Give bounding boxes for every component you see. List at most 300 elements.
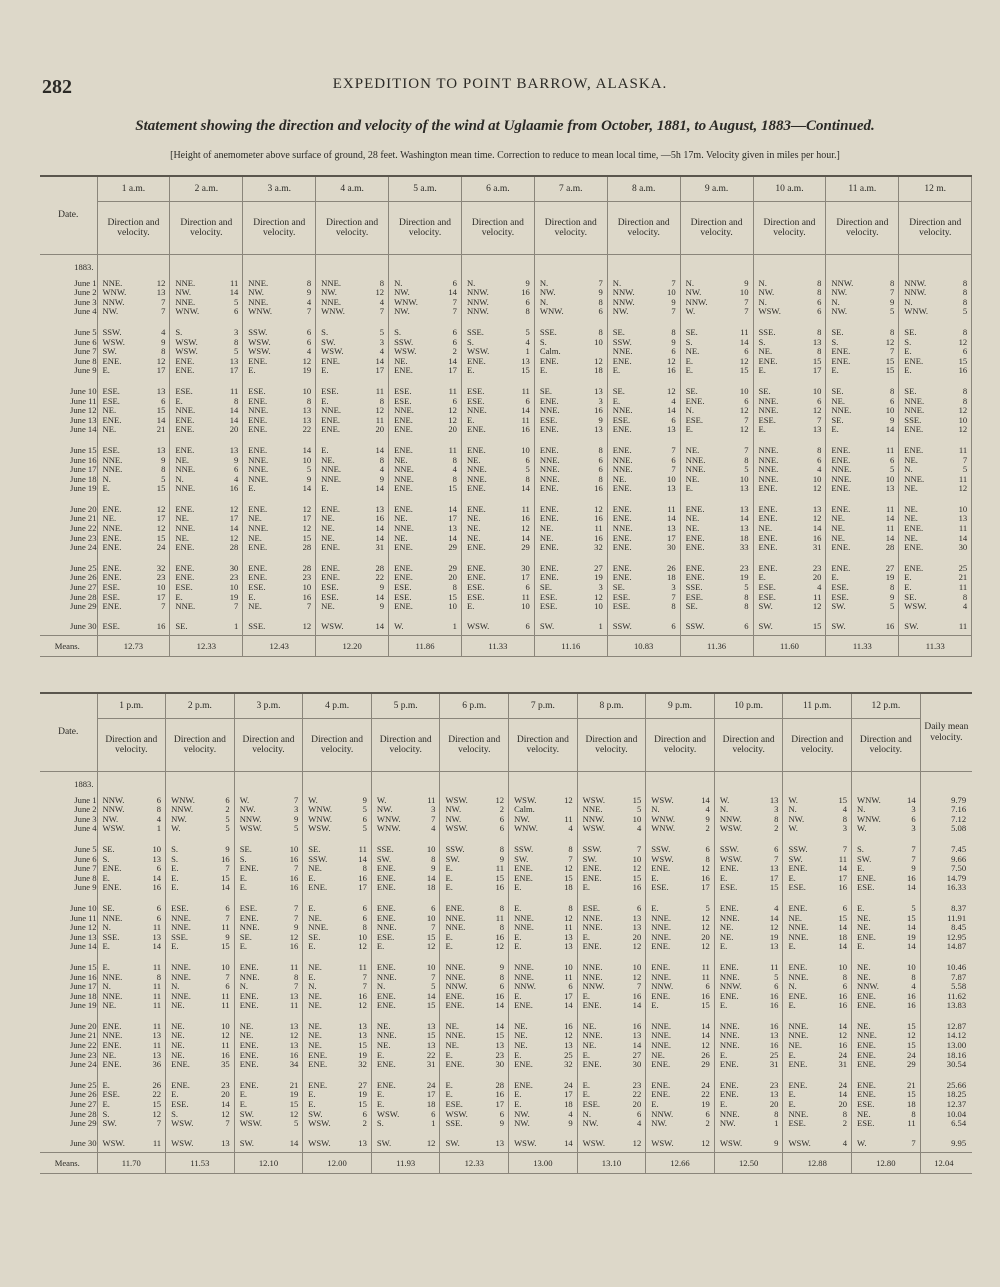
wind-velocity: 24 xyxy=(426,1079,436,1090)
wind-direction: S. xyxy=(239,853,247,864)
wind-direction: NNE. xyxy=(239,922,260,933)
wind-direction: WSW. xyxy=(719,823,743,834)
wind-velocity: 8 xyxy=(379,395,385,406)
wind-velocity: 5 xyxy=(962,464,968,475)
wind-velocity: 6 xyxy=(156,794,162,805)
wind-observation xyxy=(166,1119,234,1129)
wind-velocity: 8 xyxy=(598,444,603,455)
wind-velocity: 5 xyxy=(306,464,312,475)
wind-direction: NE. xyxy=(102,405,117,416)
wind-velocity: 8 xyxy=(362,863,367,874)
wind-direction: ENE. xyxy=(651,961,671,972)
wind-velocity: 20 xyxy=(632,1099,642,1110)
wind-cell-column xyxy=(461,559,534,618)
wind-cell-column xyxy=(607,274,680,323)
wind-direction: ENE. xyxy=(514,1059,533,1070)
wind-observation xyxy=(509,942,577,952)
wind-direction: ENE. xyxy=(539,572,559,583)
wind-direction: NNE. xyxy=(394,473,414,484)
wind-velocity: 3 xyxy=(598,395,603,406)
direction-velocity-header: Direction and velocity. xyxy=(97,719,166,772)
wind-direction: NE. xyxy=(685,473,700,484)
wind-velocity: 10 xyxy=(152,843,162,854)
date-label: June 15 xyxy=(70,444,97,455)
wind-direction: NE. xyxy=(171,1049,185,1060)
hour-header: 12 m. xyxy=(899,176,972,202)
wind-direction: ENE. xyxy=(376,1000,396,1011)
wind-direction: NNE. xyxy=(582,912,603,923)
date-cell xyxy=(40,1076,97,1135)
daily-mean-value: 7.87 xyxy=(951,971,967,982)
daily-mean-column xyxy=(920,1017,972,1076)
wind-direction: ENE. xyxy=(376,961,396,972)
wind-velocity: 17 xyxy=(156,513,166,524)
wind-direction: ENE. xyxy=(175,572,195,583)
wind-velocity: 12 xyxy=(958,405,968,416)
wind-velocity: 8 xyxy=(817,326,822,337)
wind-direction: ENE. xyxy=(758,532,778,543)
wind-direction: NE. xyxy=(445,1040,460,1051)
date-label: June 4 xyxy=(74,823,97,834)
wind-velocity: 12 xyxy=(289,1030,299,1041)
wind-direction: NNE. xyxy=(514,912,534,923)
wind-direction: E. xyxy=(612,365,621,376)
wind-velocity: 14 xyxy=(448,503,457,514)
wind-velocity: 7 xyxy=(293,981,299,992)
wind-observation xyxy=(316,307,388,317)
wind-direction: ESE. xyxy=(466,385,485,396)
wind-direction: N. xyxy=(376,981,386,992)
wind-direction: NW. xyxy=(445,804,462,815)
wind-velocity: 32 xyxy=(156,562,166,573)
wind-velocity: 16 xyxy=(838,1040,848,1051)
wind-cell-column xyxy=(234,840,303,899)
subheader-row xyxy=(40,202,972,255)
wind-velocity: 11 xyxy=(495,912,505,923)
wind-velocity: 6 xyxy=(911,813,916,824)
wind-direction: NNW. xyxy=(719,813,742,824)
wind-velocity: 30 xyxy=(958,542,968,553)
date-label: June 23 xyxy=(70,532,97,543)
wind-direction: ENE. xyxy=(171,1079,190,1090)
wind-velocity: 11 xyxy=(152,1020,162,1031)
wind-direction: NNE. xyxy=(788,1108,809,1119)
date-label: June 18 xyxy=(70,990,97,1001)
wind-direction: WSW. xyxy=(239,823,263,834)
wind-direction: E. xyxy=(582,1089,591,1100)
wind-velocity: 23 xyxy=(221,1079,230,1090)
wind-velocity: 12 xyxy=(302,355,312,366)
wind-direction: E. xyxy=(514,990,522,1001)
hourly-mean-value: 12.50 xyxy=(714,1153,783,1174)
wind-velocity: 13 xyxy=(739,503,749,514)
wind-direction: NNE. xyxy=(248,464,269,475)
wind-velocity: 6 xyxy=(842,981,848,992)
hourly-mean-value: 13.10 xyxy=(577,1153,646,1174)
wind-direction: NE. xyxy=(788,912,803,923)
wind-direction: ENE. xyxy=(175,424,195,435)
wind-velocity: 17 xyxy=(156,591,166,602)
wind-direction: SW. xyxy=(308,1108,323,1119)
wind-direction: NNE. xyxy=(612,405,633,416)
wind-direction: E. xyxy=(445,1049,453,1060)
wind-velocity: 11 xyxy=(521,414,530,425)
date-group-row xyxy=(40,791,972,840)
wind-direction: NE. xyxy=(514,1030,528,1041)
wind-velocity: 4 xyxy=(636,823,642,834)
hour-header: 10 p.m. xyxy=(714,693,783,719)
wind-cell-column xyxy=(303,958,372,1017)
date-cell xyxy=(40,382,97,441)
wind-direction: NNW. xyxy=(651,981,674,992)
wind-velocity: 6 xyxy=(671,620,676,631)
wind-velocity: 3 xyxy=(431,804,436,815)
wind-velocity: 9 xyxy=(431,863,436,874)
wind-velocity: 6 xyxy=(525,454,530,465)
wind-cell-column xyxy=(577,791,646,840)
wind-direction: ENE. xyxy=(857,990,876,1001)
hourly-mean-value: 11.33 xyxy=(899,636,972,657)
wind-direction: W. xyxy=(308,794,318,805)
wind-direction: WSW. xyxy=(376,1108,400,1119)
wind-velocity: 13 xyxy=(289,990,299,1001)
wind-cell-column xyxy=(534,500,607,559)
wind-velocity: 11 xyxy=(152,922,162,933)
wind-direction: ENE. xyxy=(857,1089,876,1100)
wind-velocity: 5 xyxy=(890,601,895,612)
hour-header: 8 a.m. xyxy=(607,176,680,202)
wind-cell-column xyxy=(243,441,316,500)
wind-cell-column xyxy=(303,791,372,840)
wind-direction: W. xyxy=(788,794,798,805)
wind-velocity: 7 xyxy=(671,277,676,288)
wind-velocity: 6 xyxy=(499,813,505,824)
wind-velocity: 12 xyxy=(667,385,676,396)
wind-cell-column xyxy=(714,1135,783,1153)
wind-velocity: 27 xyxy=(885,562,895,573)
wind-cell-column xyxy=(440,840,509,899)
wind-direction: S. xyxy=(831,336,839,347)
wind-direction: E. xyxy=(321,483,329,494)
wind-velocity: 14 xyxy=(375,591,385,602)
wind-direction: ESE. xyxy=(539,414,558,425)
wind-direction: E. xyxy=(466,365,475,376)
wind-cell-column xyxy=(646,791,715,840)
wind-velocity: 17 xyxy=(495,1099,505,1110)
wind-direction: WNW. xyxy=(376,823,401,834)
wind-velocity: 8 xyxy=(306,395,312,406)
wind-direction: E. xyxy=(102,961,110,972)
wind-direction: ENE. xyxy=(308,1079,328,1090)
wind-direction: NNE. xyxy=(466,405,487,416)
page-number: 282 xyxy=(42,76,72,98)
wind-velocity: 8 xyxy=(962,591,968,602)
wind-velocity: 7 xyxy=(744,444,749,455)
wind-velocity: 14 xyxy=(838,863,848,874)
wind-velocity: 16 xyxy=(221,1049,230,1060)
wind-velocity: 15 xyxy=(958,355,968,366)
wind-cell-column xyxy=(243,559,316,618)
wind-direction: WSW. xyxy=(445,823,468,834)
wind-direction: NW. xyxy=(582,1118,599,1129)
wind-velocity: 17 xyxy=(769,872,779,883)
wind-velocity: 12 xyxy=(156,523,166,534)
wind-velocity: 7 xyxy=(293,863,299,874)
wind-velocity: 8 xyxy=(156,804,162,815)
wind-velocity: 20 xyxy=(812,572,822,583)
wind-velocity: 10 xyxy=(907,961,916,972)
wind-direction: ESE. xyxy=(376,931,395,942)
wind-observation xyxy=(681,543,753,553)
wind-velocity: 14 xyxy=(838,941,848,952)
wind-direction: ESE. xyxy=(857,1099,875,1110)
wind-velocity: 14 xyxy=(838,1020,848,1031)
wind-direction: ENE. xyxy=(248,355,268,366)
wind-direction: ENE. xyxy=(102,882,122,893)
wind-observation xyxy=(462,366,534,376)
wind-observation xyxy=(440,1139,508,1149)
wind-direction: NNE. xyxy=(719,1030,740,1041)
wind-direction: NNE. xyxy=(582,804,603,815)
wind-velocity: 13 xyxy=(812,424,822,435)
wind-cell-column xyxy=(166,840,235,899)
wind-velocity: 16 xyxy=(521,287,530,298)
wind-velocity: 6 xyxy=(431,902,436,913)
wind-velocity: 4 xyxy=(379,464,385,475)
wind-velocity: 11 xyxy=(495,863,505,874)
wind-velocity: 20 xyxy=(448,572,457,583)
wind-direction: NW. xyxy=(239,804,256,815)
wind-direction: ESE. xyxy=(175,582,193,593)
hourly-mean-value: 13.00 xyxy=(509,1153,578,1174)
wind-velocity: 13 xyxy=(289,1020,299,1031)
wind-velocity: 15 xyxy=(448,483,457,494)
wind-velocity: 14 xyxy=(152,872,162,883)
wind-direction: NE. xyxy=(831,532,846,543)
wind-direction: ENE. xyxy=(904,444,924,455)
wind-cell-column xyxy=(753,382,826,441)
wind-direction: WNW. xyxy=(904,306,929,317)
wind-velocity: 5 xyxy=(744,464,749,475)
wind-velocity: 10 xyxy=(594,336,603,347)
wind-observation xyxy=(440,883,508,893)
wind-velocity: 14 xyxy=(221,1099,230,1110)
wind-velocity: 9 xyxy=(293,922,299,933)
wind-cell-column xyxy=(607,618,680,636)
wind-velocity: 7 xyxy=(161,306,166,317)
wind-direction: ENE. xyxy=(248,562,268,573)
wind-direction: SW. xyxy=(831,620,846,631)
wind-velocity: 12 xyxy=(701,1137,710,1148)
wind-direction: NNE. xyxy=(248,405,269,416)
wind-direction: ENE. xyxy=(376,872,396,883)
wind-velocity: 18 xyxy=(594,365,603,376)
wind-velocity: 15 xyxy=(907,1089,916,1100)
wind-velocity: 8 xyxy=(379,454,385,465)
hour-header: 4 a.m. xyxy=(316,176,389,202)
wind-velocity: 22 xyxy=(152,1089,162,1100)
means-label: Means. xyxy=(40,636,97,657)
wind-direction: NNE. xyxy=(831,464,852,475)
wind-velocity: 8 xyxy=(962,326,968,337)
wind-velocity: 28 xyxy=(885,542,895,553)
wind-direction: WNW. xyxy=(514,823,538,834)
wind-cell-column xyxy=(97,791,166,840)
wind-direction: N. xyxy=(904,464,913,475)
wind-direction: NNE. xyxy=(685,464,706,475)
wind-velocity: 10 xyxy=(632,853,642,864)
wind-direction: NNE. xyxy=(651,1040,672,1051)
wind-direction: NNE. xyxy=(376,971,397,982)
wind-direction: ENE. xyxy=(788,990,808,1001)
wind-direction: ENE. xyxy=(582,941,602,952)
wind-direction: ENE. xyxy=(582,872,602,883)
wind-direction: ESE. xyxy=(758,582,776,593)
wind-velocity: 6 xyxy=(598,464,603,475)
wind-velocity: 6 xyxy=(817,296,822,307)
wind-cell-column xyxy=(852,840,921,899)
hourly-mean-value: 12.66 xyxy=(646,1153,715,1174)
wind-velocity: 15 xyxy=(769,882,779,893)
wind-direction: WNW. xyxy=(857,794,881,805)
wind-direction: ENE. xyxy=(376,863,396,874)
wind-direction: SSW. xyxy=(514,843,534,854)
wind-velocity: 16 xyxy=(838,882,848,893)
wind-direction: ESE. xyxy=(539,591,558,602)
wind-observation xyxy=(783,824,851,834)
wind-observation xyxy=(646,883,714,893)
wind-observation xyxy=(754,602,826,612)
wind-direction: E. xyxy=(239,882,248,893)
wind-velocity: 13 xyxy=(958,513,968,524)
wind-direction: ENE. xyxy=(239,1000,259,1011)
date-cell xyxy=(40,1017,97,1076)
wind-velocity: 4 xyxy=(705,804,710,815)
wind-observation xyxy=(608,622,680,632)
daily-mean-value: 7.12 xyxy=(951,813,967,824)
wind-cell-column xyxy=(170,323,243,382)
wind-cell-column xyxy=(166,1135,235,1153)
wind-velocity: 7 xyxy=(744,296,749,307)
wind-observation xyxy=(372,1060,440,1070)
wind-observation xyxy=(715,1119,783,1129)
wind-direction: E. xyxy=(539,365,548,376)
wind-direction: NNE. xyxy=(102,912,123,923)
date-group-row xyxy=(40,382,972,441)
wind-direction: ENE. xyxy=(239,1079,259,1090)
wind-direction: ESE. xyxy=(321,385,339,396)
wind-direction: ESE. xyxy=(102,582,120,593)
hour-header-row xyxy=(40,693,972,719)
hourly-mean-value: 11.36 xyxy=(680,636,753,657)
wind-direction: NNE. xyxy=(171,971,191,982)
wind-direction: E. xyxy=(102,941,110,952)
wind-direction: WNW. xyxy=(175,306,200,317)
daily-mean-column xyxy=(920,899,972,958)
wind-direction: ENE. xyxy=(904,562,924,573)
daily-mean-value: 10.46 xyxy=(946,961,967,972)
wind-velocity: 14 xyxy=(632,1040,642,1051)
wind-direction: ENE. xyxy=(394,542,413,553)
wind-velocity: 6 xyxy=(744,395,749,406)
wind-direction: E. xyxy=(514,941,522,952)
wind-direction: NNW. xyxy=(831,277,854,288)
hourly-mean-value: 11.60 xyxy=(753,636,826,657)
wind-direction: E. xyxy=(171,882,179,893)
wind-velocity: 9 xyxy=(525,277,530,288)
wind-velocity: 4 xyxy=(817,464,822,475)
wind-velocity: 8 xyxy=(568,843,573,854)
wind-observation xyxy=(166,883,234,893)
wind-velocity: 6 xyxy=(774,981,779,992)
wind-velocity: 12 xyxy=(701,863,710,874)
wind-direction: ENE. xyxy=(394,601,413,612)
wind-direction: ENE. xyxy=(831,444,851,455)
wind-direction: ENE. xyxy=(394,424,413,435)
wind-cell-column xyxy=(680,559,753,618)
hour-header: 11 p.m. xyxy=(783,693,852,719)
wind-direction: NW. xyxy=(788,813,805,824)
wind-velocity: 12 xyxy=(375,405,385,416)
wind-cell-column xyxy=(243,618,316,636)
wind-direction: E. xyxy=(582,1079,591,1090)
wind-direction: ENE. xyxy=(857,1000,876,1011)
wind-velocity: 12 xyxy=(564,863,573,874)
wind-velocity: 4 xyxy=(817,582,822,593)
wind-direction: ENE. xyxy=(719,863,739,874)
wind-velocity: 3 xyxy=(293,804,299,815)
wind-observation xyxy=(440,824,508,834)
wind-observation xyxy=(98,307,170,317)
wind-direction: S. xyxy=(171,843,179,854)
date-cell xyxy=(40,274,97,323)
wind-velocity: 10 xyxy=(564,961,573,972)
wind-direction: NW. xyxy=(831,306,848,317)
daily-mean-value: 9.79 xyxy=(951,794,967,805)
wind-velocity: 8 xyxy=(499,922,505,933)
wind-velocity: 6 xyxy=(636,902,642,913)
wind-velocity: 14 xyxy=(229,405,239,416)
year-label: 1883. xyxy=(40,255,97,274)
wind-observation xyxy=(243,425,315,435)
wind-direction: ENE. xyxy=(239,961,259,972)
date-header: Date. xyxy=(40,693,97,772)
wind-velocity: 16 xyxy=(495,931,505,942)
daily-mean-value: 11.91 xyxy=(947,912,967,923)
wind-observation xyxy=(166,942,234,952)
wind-direction: WNW. xyxy=(321,306,345,317)
wind-direction: NE. xyxy=(685,444,700,455)
wind-direction: ENE. xyxy=(719,1059,739,1070)
wind-direction: NE. xyxy=(239,1020,254,1031)
direction-velocity-header: Direction and velocity. xyxy=(607,202,680,255)
wind-cell-column xyxy=(509,840,578,899)
wind-direction: ENE. xyxy=(857,1049,876,1060)
wind-observation xyxy=(303,1001,371,1011)
wind-velocity: 5 xyxy=(233,296,239,307)
wind-observation xyxy=(715,883,783,893)
wind-velocity: 17 xyxy=(701,882,710,893)
wind-velocity: 16 xyxy=(221,853,230,864)
wind-cell-column xyxy=(316,274,389,323)
wind-observation xyxy=(170,543,242,553)
wind-velocity: 7 xyxy=(431,922,436,933)
wind-direction: NNE. xyxy=(394,464,414,475)
wind-velocity: 3 xyxy=(774,804,779,815)
wind-velocity: 15 xyxy=(907,1040,916,1051)
wind-velocity: 23 xyxy=(156,572,166,583)
wind-direction: E. xyxy=(308,941,316,952)
